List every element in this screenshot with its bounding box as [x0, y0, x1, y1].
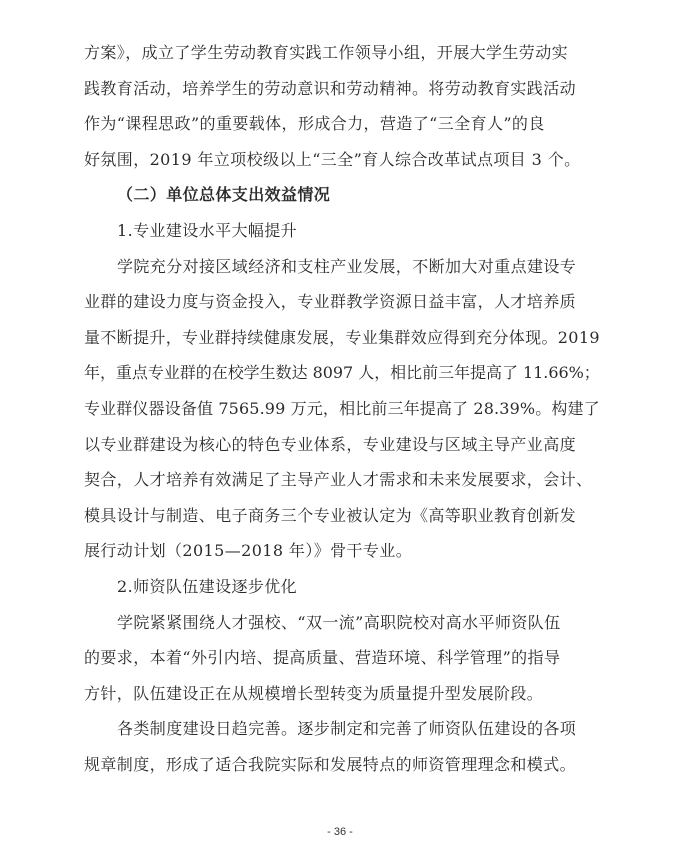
text-line: 作为“课程思政”的重要载体，形成合力，营造了“三全育人”的良	[84, 114, 545, 134]
text-line: 展行动计划（2015—2018 年）》骨干专业。	[84, 541, 413, 561]
text-line: 方针，队伍建设正在从规模增长型转变为质量提升型发展阶段。	[84, 683, 544, 703]
text-line: 的要求，本着“外引内培、提高质量、营造环境、科学管理”的指导	[84, 648, 561, 668]
body-text	[84, 35, 600, 782]
page-number: - 36 -	[327, 826, 353, 838]
text-line: 年，重点专业群的在校学生数达 8097 人，相比前三年提高了 11.66%；	[84, 363, 600, 383]
text-line: 好氛围，2019 年立项校级以上“三全”育人综合改革试点项目 3 个。	[84, 149, 581, 169]
text-line: 学院充分对接区域经济和支柱产业发展，不断加大对重点建设专	[117, 256, 577, 276]
text-line: 量不断提升，专业群持续健康发展，专业集群效应得到充分体现。2019	[84, 327, 600, 347]
text-line: 方案》，成立了学生劳动教育实践工作领导小组，开展大学生劳动实	[84, 43, 569, 62]
text-line: 2.师资队伍建设逐步优化	[117, 576, 298, 596]
text-line: 以专业群建设为核心的特色专业体系，专业建设与区域主导产业高度	[84, 434, 577, 454]
text-line: 1.专业建设水平大幅提升	[117, 220, 298, 240]
text-line: 各类制度建设日趋完善。逐步制定和完善了师资队伍建设的各项	[117, 719, 577, 739]
text-line: 契合，人才培养有效满足了主导产业人才需求和未来发展要求，会计、	[84, 470, 593, 490]
text-line: 模具设计与制造、电子商务三个专业被认定为《高等职业教育创新发	[84, 505, 577, 525]
text-line: 规章制度，形成了适合我院实际和发展特点的师资管理理念和模式。	[84, 754, 577, 774]
text-line: 业群的建设力度与资金投入，专业群教学资源日益丰富，人才培养质	[84, 292, 577, 312]
section-heading: （二）单位总体支出效益情况	[117, 185, 331, 205]
text-line: 践教育活动，培养学生的劳动意识和劳动精神。将劳动教育实践活动	[84, 78, 577, 98]
text-line: 专业群仪器设备值 7565.99 万元，相比前三年提高了 28.39%。构建了	[84, 398, 600, 418]
text-line: 学院紧紧围绕人才强校、“双一流”高职院校对高水平师资队伍	[117, 612, 561, 632]
